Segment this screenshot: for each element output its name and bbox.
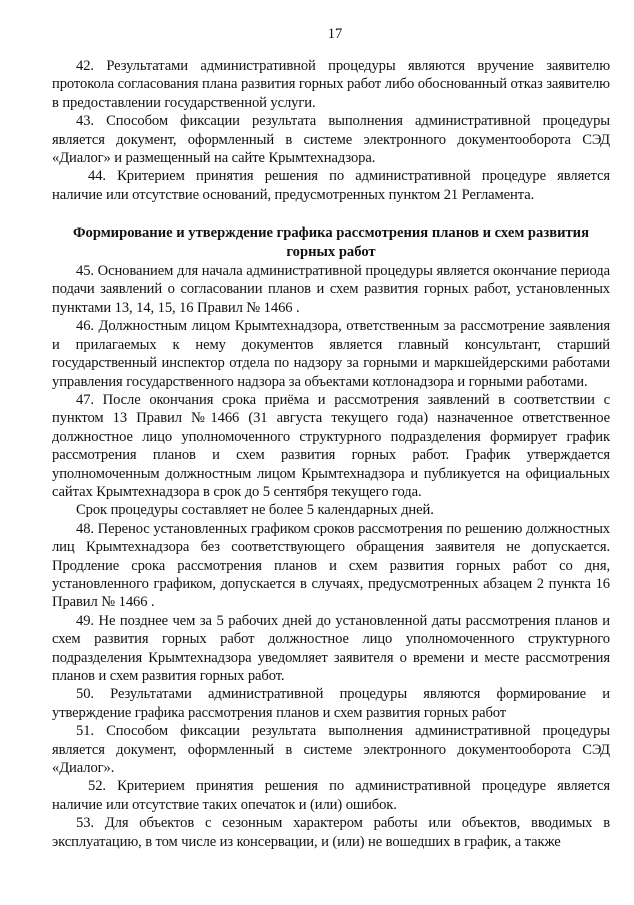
paragraph-52: 52. Критерием принятия решения по административной процедуре является наличие или отсутствие таких опечаток и (или) ошибок.	[52, 778, 610, 813]
paragraph-45: 45. Основанием для начала административной процедуры является окончание периода подачи заявлений о согласовании планов и схем развития горных работ, установленных пунктами 13, 14, 15, 16 Правил № 1466 .	[52, 263, 610, 316]
paragraph-44: 44. Критерием принятия решения по административной процедуре является наличие или отсутствие оснований, предусмотренных пунктом 21 Регламента.	[52, 168, 610, 203]
paragraph-50: 50. Результатами административной процедуры являются формирование и утверждение графика рассмотрения планов и схем развития горных работ	[52, 686, 610, 721]
paragraph-46: 46. Должностным лицом Крымтехнадзора, ответственным за рассмотрение заявления и прилагаемых к нему документов является главный консультант, старший государственный инспектор отдела по надзору за горными и маркшейдерскими работами управления государственного надзора за объектами котлонадзора и горными работами.	[52, 318, 610, 390]
paragraph-53: 53. Для объектов с сезонным характером работы или объектов, вводимых в эксплуатацию, в том числе из консервации, и (или) не вошедших в график, а также	[52, 815, 610, 850]
paragraph-term: Срок процедуры составляет не более 5 календарных дней.	[76, 502, 434, 519]
page-number: 17	[327, 26, 343, 42]
paragraph-48: 48. Перенос установленных графиком сроков рассмотрения по решению должностных лиц Крымтехнадзора без соответствующего обращения заявителя не допускается. Продление срока рассмотрения планов и схем развития горных работ со дня, установленного графиком, допускается в случаях, предусмотренных абзацем 2 пункта 16 Правил № 1466 .	[52, 520, 610, 611]
paragraph-49: 49. Не позднее чем за 5 рабочих дней до установленной даты рассмотрения планов и схем развития горных работ должностное лицо уполномоченного структурного подразделения Крымтехнадзора уведомляет заявителя о времени и месте рассмотрения планов и схем развития горных работ.	[52, 612, 610, 684]
paragraph-42: 42. Результатами административной процедуры являются вручение заявителю протокола согласования плана развития горных работ либо обоснованный отказ заявителю в предоставлении государственной услуги.	[52, 58, 610, 111]
paragraph-47: 47. После окончания срока приёма и рассмотрения заявлений в соответствии с пунктом 13 Правил №1466 (31 августа текущего года) назначенное ответственное должностное лицо уполномоченного структурного подразделения формирует график рассмотрения планов и схем развития горных работ. График утверждается уполномоченным должностным лицом Крымтехнадзора и публикуется на официальных сайтах Крымтехнадзора в срок до 5 сентября текущего года.	[52, 391, 610, 500]
paragraph-43: 43. Способом фиксации результата выполнения административной процедуры является документ, оформленный в системе электронного документооборота СЭД «Диалог» и размещенный на сайте Крымтехнадзора.	[52, 113, 610, 167]
section-heading: Формирование и утверждение графика рассмотрения планов и схем развития горных работ	[73, 225, 589, 260]
paragraph-51: 51. Способом фиксации результата выполнения административной процедуры является документ, оформленный в системе электронного документооборота СЭД «Диалог».	[52, 723, 610, 777]
